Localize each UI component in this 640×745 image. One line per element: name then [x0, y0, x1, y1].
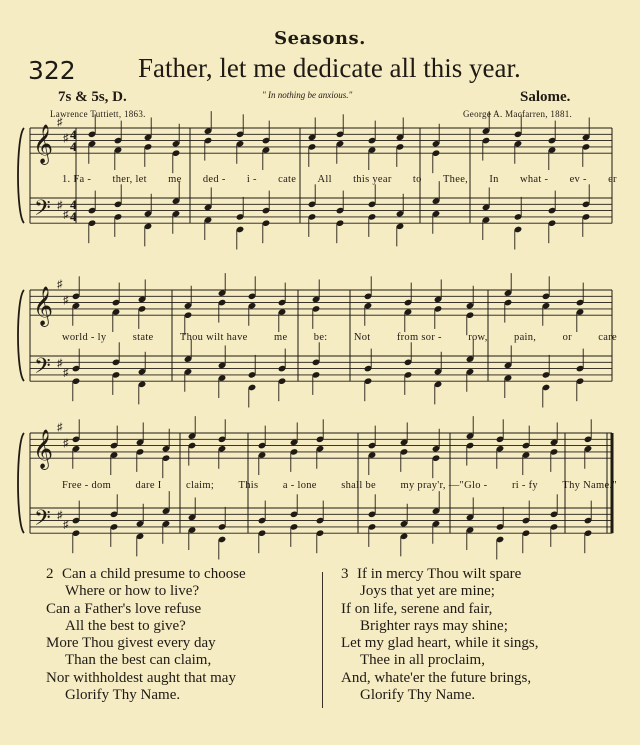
verse-line	[46, 635, 246, 652]
time-signature: 4	[70, 139, 77, 154]
verse-line	[341, 635, 538, 652]
lyric-syllable: Free - dom	[62, 480, 112, 491]
time-signature: 4	[70, 197, 77, 212]
lyric-syllable: Thee,	[442, 174, 469, 185]
lyric-syllable: me	[168, 174, 182, 185]
sharp-icon: ♯	[57, 199, 63, 212]
system-brace	[18, 433, 24, 533]
lyric-syllable: pain,	[514, 332, 537, 343]
verse-line	[341, 687, 538, 704]
verse-3	[341, 566, 538, 704]
verse-text: If in mercy Thou wilt spare	[357, 566, 522, 582]
bass-clef-icon: 𝄢	[34, 354, 51, 384]
verse-line	[46, 583, 246, 600]
composer-credit: George A. Macfarren, 1881.	[463, 109, 573, 119]
lyric-syllable: ded -	[202, 174, 226, 185]
system-brace	[18, 290, 24, 381]
lyric-syllable: or	[562, 332, 572, 343]
verse-2	[46, 566, 246, 704]
bass-clef-icon: 𝄢	[34, 196, 51, 226]
verse-text: If on life, serene and fair,	[341, 600, 493, 617]
verse-line	[341, 652, 538, 669]
hymn-title: Father, let me dedicate all this year.	[138, 53, 521, 83]
treble-clef-icon: 𝄞	[33, 429, 54, 469]
lyric-syllable: shall be	[341, 480, 377, 491]
lyric-syllable: this year	[353, 174, 392, 185]
lyric-syllable: Not	[353, 332, 371, 343]
sharp-icon: ♯	[57, 421, 63, 434]
lyric-syllable: Thou wilt have	[179, 332, 248, 343]
sharp-icon: ♯	[57, 357, 63, 370]
sharp-icon: ♯	[63, 366, 69, 379]
verse-text: Than the best can claim,	[65, 652, 212, 669]
sharp-icon: ♯	[57, 509, 63, 522]
lyric-syllable: be:	[313, 332, 328, 343]
lyric-syllable: All	[317, 174, 332, 185]
treble-clef-icon: 𝄞	[33, 286, 54, 326]
verse-text: Joys that yet are mine;	[360, 583, 495, 600]
bass-clef-icon: 𝄢	[34, 506, 51, 536]
sharp-icon: ♯	[63, 437, 69, 450]
verse-number: 3	[341, 566, 349, 582]
verse-text: And, whate'er the future brings,	[341, 669, 532, 686]
hymn-number: 322	[28, 56, 76, 85]
lyric-syllable: This	[238, 480, 259, 491]
lyric-syllable: a - lone	[282, 480, 317, 491]
lyric-line-2	[62, 332, 617, 343]
treble-clef-icon: 𝄞	[33, 124, 54, 164]
verse-text: Nor withholdest aught that may	[46, 669, 236, 686]
lyric-syllable: i -	[246, 174, 257, 185]
sharp-icon: ♯	[57, 278, 63, 291]
verse-line	[46, 566, 246, 583]
lyric-syllable: Thy Name."	[562, 480, 617, 491]
tune-name: Salome.	[520, 89, 571, 105]
verse-line	[46, 618, 246, 635]
lyric-syllable: world - ly	[62, 332, 107, 343]
section-title: Seasons.	[274, 28, 366, 49]
lyric-syllable: me	[273, 332, 288, 343]
sharp-icon: ♯	[63, 518, 69, 531]
lyric-line-3	[62, 480, 617, 491]
lyric-syllable: In	[489, 174, 499, 185]
verse-text: Thee in all proclaim,	[360, 652, 485, 669]
sharp-icon: ♯	[63, 132, 69, 145]
lyric-syllable: ther, let	[112, 174, 147, 185]
verse-line	[46, 601, 246, 618]
system-brace	[18, 128, 24, 223]
verse-text: Let my glad heart, while it sings,	[341, 635, 539, 652]
verse-text: Where or how to live?	[65, 583, 200, 600]
lyric-syllable: claim;	[186, 480, 215, 491]
lyric-syllable: what -	[519, 174, 549, 185]
author-credit: Lawrence Tuttiett, 1863.	[50, 109, 146, 119]
verse-text: More Thou givest every day	[46, 635, 216, 652]
verse-line	[46, 687, 246, 704]
verse-line	[341, 601, 538, 618]
lyric-syllable: care	[598, 332, 617, 343]
sharp-icon: ♯	[57, 116, 63, 129]
verse-line	[341, 566, 538, 583]
time-signature: 4	[70, 127, 77, 142]
sharp-icon: ♯	[63, 294, 69, 307]
verse-number: 2	[46, 566, 54, 582]
verse-line	[341, 618, 538, 635]
verse-text: Can a child presume to choose	[62, 566, 246, 582]
lyric-syllable: 1. Fa -	[62, 174, 92, 185]
lyric-syllable: cate	[278, 174, 297, 185]
lyric-syllable: row,	[468, 332, 488, 343]
lyric-syllable: state	[132, 332, 154, 343]
verse-line	[46, 652, 246, 669]
verse-text: Brighter rays may shine;	[360, 617, 508, 634]
verse-text: Can a Father's love refuse	[46, 600, 202, 617]
verse-text: Glorify Thy Name.	[360, 687, 476, 704]
verse-divider	[322, 572, 323, 708]
lyric-syllable: ri - fy	[511, 480, 538, 491]
lyric-syllable: to	[412, 174, 422, 185]
meter: 7s & 5s, D.	[58, 89, 127, 105]
lyric-line-1	[62, 174, 617, 185]
sharp-icon: ♯	[63, 208, 69, 221]
time-signature: 4	[70, 209, 77, 224]
lyric-syllable: er	[608, 174, 617, 185]
verse-line	[341, 670, 538, 687]
lyric-syllable: dare I	[135, 480, 162, 491]
lyric-syllable: my pray'r, —"Glo -	[400, 480, 488, 491]
verse-text: Glorify Thy Name.	[65, 687, 181, 704]
lyric-syllable: ev -	[569, 174, 587, 185]
verse-line	[341, 583, 538, 600]
motto: " In nothing be anxious."	[262, 90, 353, 100]
lyric-syllable: from sor -	[396, 332, 442, 343]
verse-text: All the best to give?	[65, 617, 186, 634]
verses	[0, 566, 640, 716]
verse-line	[46, 670, 246, 687]
